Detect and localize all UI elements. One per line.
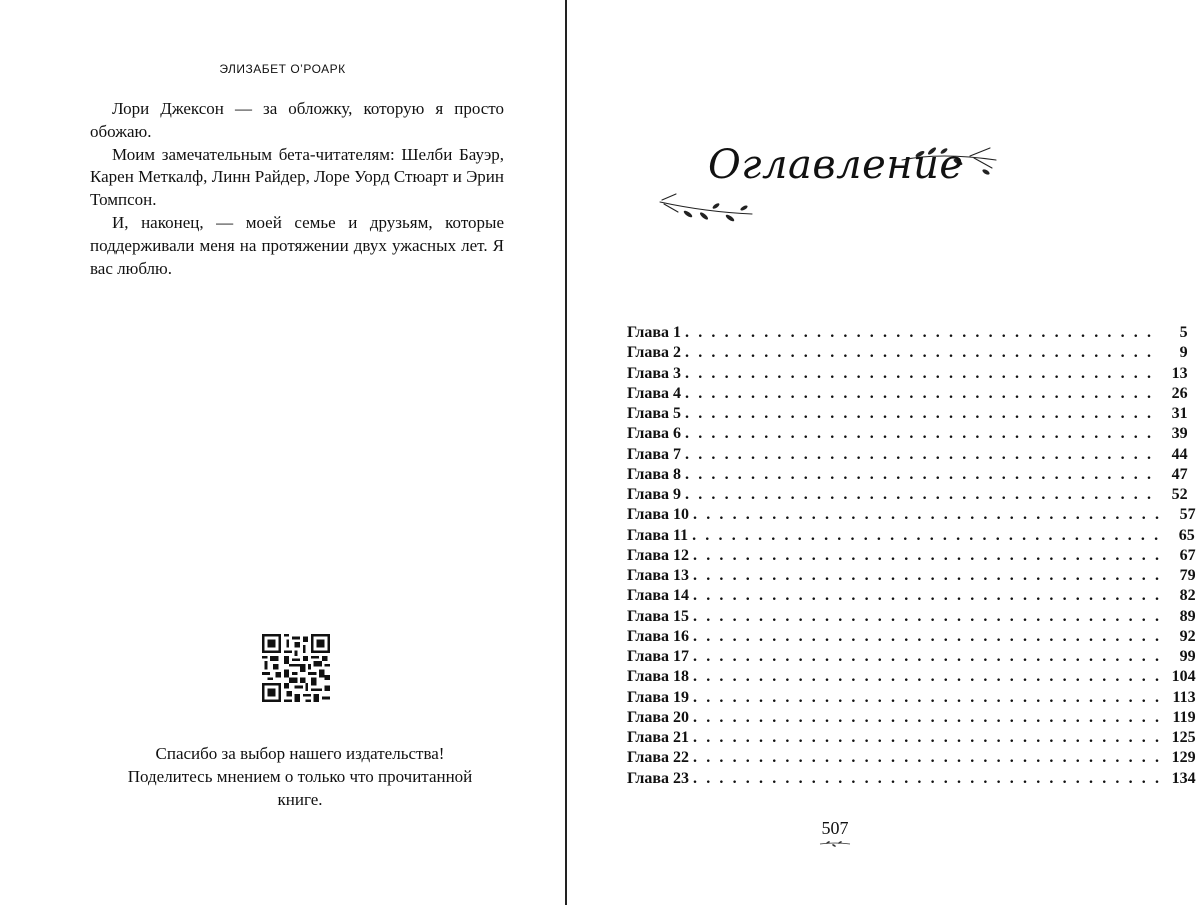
toc-leader: . . . . . . . . . . . . . . . . . . . . . . . . . . . . . . . . . . . . [693,688,1162,706]
toc-entry[interactable] [627,647,1196,667]
toc-leader: . . . . . . . . . . . . . . . . . . . . . . . . . . . . . . . . . . . . [685,445,1154,463]
thanks-message [60,742,540,811]
toc-label: Глава 11 [627,526,689,544]
toc-label: Глава 17 [627,648,689,665]
toc-label: Глава 19 [627,688,689,706]
toc-label: Глава 8 [627,465,681,483]
thanks-line: Поделитесь мнением о только что прочитанной [127,767,473,786]
toc-page: 67 [1179,546,1196,564]
toc-label: Глава 6 [627,425,681,443]
toc-leader: . . . . . . . . . . . . . . . . . . . . . . . . . . . . . . . . . . . . [693,627,1162,645]
toc-entry[interactable] [627,364,1188,384]
toc-entry[interactable] [627,667,1196,687]
toc-leader: . . . . . . . . . . . . . . . . . . . . . . . . . . . . . . . . . . . . [693,708,1162,726]
acknowledgements [90,98,504,280]
toc-leader: . . . . . . . . . . . . . . . . . . . . . . . . . . . . . . . . . . . . [685,486,1154,503]
toc-leader: . . . . . . . . . . . . . . . . . . . . . . . . . . . . . . . . . . . . [693,546,1162,564]
toc-entry[interactable] [627,728,1196,748]
toc-leader: . . . . . . . . . . . . . . . . . . . . . . . . . . . . . . . . . . . . [693,506,1162,524]
toc-entry[interactable] [627,748,1196,768]
ack-paragraph: Моим замечательным бета-читателям: Шелби Бауэр, Карен Меткалф, Линн Райдер, Лоре Уорд Стюарт и Эрин Томпсон. [90,144,504,210]
toc-label: Глава 23 [627,769,689,787]
toc-label: Глава 7 [627,445,681,463]
toc-page: 125 [1171,729,1196,746]
toc-label: Глава 9 [627,486,681,503]
toc-page: 57 [1179,506,1196,524]
toc-page: 9 [1179,344,1188,362]
toc-leader: . . . . . . . . . . . . . . . . . . . . . . . . . . . . . . . . . . . . [693,607,1162,625]
toc-page: 113 [1172,688,1196,706]
toc-leader: . . . . . . . . . . . . . . . . . . . . . . . . . . . . . . . . . . . . [693,648,1162,665]
toc-label: Глава 4 [627,384,681,402]
qr-code-icon [262,634,330,702]
toc-page: 52 [1171,486,1188,503]
toc-entry[interactable] [627,343,1188,363]
toc-label: Глава 12 [627,546,689,564]
toc-page: 47 [1171,465,1188,483]
toc-page: 79 [1179,567,1196,584]
toc-page: 31 [1171,405,1188,422]
toc-leader: . . . . . . . . . . . . . . . . . . . . . . . . . . . . . . . . . . . . [693,769,1162,787]
toc-page: 39 [1171,425,1188,443]
toc-leader: . . . . . . . . . . . . . . . . . . . . . . . . . . . . . . . . . . . . [685,364,1154,382]
toc-label: Глава 20 [627,708,689,726]
thanks-line: книге. [277,790,323,809]
toc-leader: . . . . . . . . . . . . . . . . . . . . . . . . . . . . . . . . . . . . [685,384,1154,402]
toc-entry[interactable] [627,566,1196,586]
toc-entry[interactable] [627,465,1188,485]
leaf-ornament-icon [656,192,756,232]
toc-entry[interactable] [627,384,1188,404]
toc-page: 134 [1171,769,1196,787]
toc-entry[interactable] [627,607,1196,627]
toc-label: Глава 22 [627,749,689,767]
running-head: ЭЛИЗАБЕТ О’РОАРК [219,62,346,76]
toc-entry[interactable] [627,688,1196,708]
toc-leader: . . . . . . . . . . . . . . . . . . . . . . . . . . . . . . . . . . . . [693,749,1162,767]
toc-label: Глава 1 [627,324,681,341]
toc-label: Глава 18 [627,668,689,686]
toc-entry[interactable] [627,323,1188,343]
toc-leader: . . . . . . . . . . . . . . . . . . . . . . . . . . . . . . . . . . . . [685,324,1154,341]
toc-label: Глава 16 [627,627,689,645]
toc-page: 129 [1171,749,1196,767]
toc-label: Глава 2 [627,344,681,362]
toc-leader: . . . . . . . . . . . . . . . . . . . . . . . . . . . . . . . . . . . . [693,567,1162,584]
page-number-ornament-icon [818,840,852,848]
toc-label: Глава 15 [627,607,689,625]
toc-label: Глава 3 [627,364,681,382]
toc-label: Глава 13 [627,567,689,584]
toc-page: 99 [1179,648,1196,665]
toc-label: Глава 10 [627,506,689,524]
toc-entry[interactable] [627,445,1188,465]
toc-entry[interactable] [627,708,1196,728]
toc-page: 92 [1179,627,1196,645]
toc-leader: . . . . . . . . . . . . . . . . . . . . . . . . . . . . . . . . . . . . [685,344,1154,362]
toc-entry[interactable] [627,526,1195,546]
toc-label: Глава 21 [627,729,689,746]
toc-page: 82 [1179,587,1196,605]
toc-entry[interactable] [627,404,1188,424]
toc-entry[interactable] [627,769,1196,789]
toc-leader: . . . . . . . . . . . . . . . . . . . . . . . . . . . . . . . . . . . . [685,465,1154,483]
toc-page: 65 [1178,526,1195,544]
toc-leader: . . . . . . . . . . . . . . . . . . . . . . . . . . . . . . . . . . . . [692,526,1161,544]
toc-page: 13 [1171,364,1188,382]
toc-title: Оглавление [708,142,964,188]
toc-entry[interactable] [627,627,1196,647]
toc-page: 104 [1171,668,1196,686]
toc-entry[interactable] [627,586,1196,606]
toc-leader: . . . . . . . . . . . . . . . . . . . . . . . . . . . . . . . . . . . . [685,425,1154,443]
toc-page: 44 [1171,445,1188,463]
thanks-line: Спасибо за выбор нашего издательства! [155,744,445,763]
ack-paragraph: Лори Джексон — за обложку, которую я просто обожаю. [90,99,504,141]
toc-label: Глава 14 [627,587,689,605]
toc-page: 5 [1179,324,1188,341]
toc-leader: . . . . . . . . . . . . . . . . . . . . . . . . . . . . . . . . . . . . [693,729,1162,746]
toc-entry[interactable] [627,546,1196,566]
toc-page: 26 [1171,384,1188,402]
ack-paragraph: И, наконец, — моей семье и друзьям, которые поддерживали меня на протяжении двух ужасных лет. Я вас люблю. [90,212,504,278]
toc-page: 89 [1179,607,1196,625]
toc-label: Глава 5 [627,405,681,422]
table-of-contents [627,323,1196,789]
toc-entry[interactable] [627,485,1188,505]
toc-leader: . . . . . . . . . . . . . . . . . . . . . . . . . . . . . . . . . . . . [693,587,1162,605]
toc-entry[interactable] [627,505,1196,525]
toc-leader: . . . . . . . . . . . . . . . . . . . . . . . . . . . . . . . . . . . . [693,668,1162,686]
toc-page: 119 [1172,708,1196,726]
toc-entry[interactable] [627,424,1188,444]
toc-leader: . . . . . . . . . . . . . . . . . . . . . . . . . . . . . . . . . . . . [685,405,1154,422]
page-number: 507 [821,818,849,838]
